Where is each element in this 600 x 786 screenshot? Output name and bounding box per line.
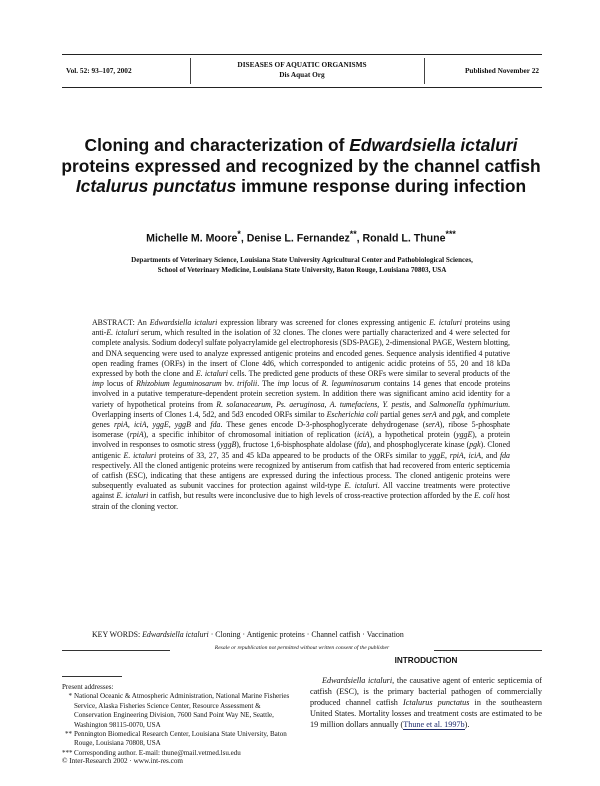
abstract-italic: Rhizobium leguminosarum: [136, 379, 222, 389]
footnote-rule: [62, 676, 122, 677]
abstract-text: bv.: [221, 379, 238, 389]
footnote: [62, 692, 294, 730]
abstract-text: in catfish, but results were inconclusive due to high levels of cross-reactive protection afforded by the: [148, 491, 475, 501]
abstract-italic: fda: [499, 450, 510, 460]
author-footnote-mark: ***: [445, 229, 456, 239]
abstract-text: ), a hypothetical protein (: [369, 430, 457, 440]
abstract-italic: E. ictaluri: [344, 481, 378, 491]
abstract-text: proteins of 33, 27, 35 and 45 kDa appeared to be products of the ORFs similar to: [156, 450, 429, 460]
body-text: , the causative agent of enteric septicemia of catfish (ESC), is the primary bacterial pathogen of commercially produced channel catfish: [310, 676, 542, 708]
abstract-italic: E. ictaluri: [116, 491, 149, 501]
keywords-label: KEY WORDS:: [92, 630, 143, 639]
paragraph: [310, 675, 542, 730]
abstract-text: ), a protein involved in responses to osmotic stress (: [92, 430, 511, 450]
body-text: ).: [464, 720, 470, 730]
abstract-text: locus of: [103, 379, 137, 389]
author-footnote-mark: **: [349, 229, 357, 239]
abstract-italic: Salmonella typhimurium: [429, 399, 509, 409]
abstract-italic: rpiA: [129, 430, 144, 440]
abstract-text: and: [190, 420, 211, 430]
abstract-text: , and complete genes: [92, 409, 511, 430]
keywords: [92, 630, 512, 639]
copyright-footer: © Inter-Research 2002 · www.int-res.com: [62, 757, 184, 765]
abstract-italic: trifolii: [237, 379, 258, 389]
author-separator: ,: [240, 232, 247, 245]
footnote-text: Pennington Biomedical Research Center, Louisiana State University, Baton Rouge, Louisiana 70808, USA: [74, 730, 287, 748]
abstract-text: ), and phosphoglycerate kinase (: [366, 440, 470, 450]
abstract-text: An: [137, 318, 150, 327]
abstract-text: cells. The predicted gene products of these ORFs were similar to several products of the: [227, 369, 510, 379]
abstract-text: respectively. All the cloned antigenic proteins were recognized by antiserum from catfish that had recovered from enteric septicemia of catfish (ESC), indicating that these antigens are expressed during the infectious process. The cloned antigenic proteins were subsequently evaluated as subunit vaccines for protection against wild-type: [92, 460, 510, 491]
footnote-mark: ***: [62, 748, 73, 757]
abstract-italic: Escherichia coli: [326, 409, 379, 419]
volume-info: Vol. 52: 93–107, 2002: [66, 66, 132, 75]
abstract-text: ), fructose 1,6-bisphosphate aldolase (: [236, 440, 357, 450]
affiliation-line: Departments of Veterinary Science, Louisiana State University Agricultural Center and Pathobiological Sciences,: [131, 256, 473, 264]
title-text: Cloning and characterization of: [84, 135, 350, 155]
abstract-italic: serA: [425, 420, 440, 430]
footnote-mark: **: [64, 730, 72, 739]
footnote-text: Corresponding author. E-mail: thune@mail.vetmed.lsu.edu: [74, 748, 241, 757]
footnote-mark: *: [68, 692, 72, 701]
abstract-text: ). Cloned antigenic: [92, 440, 510, 460]
introduction-heading: INTRODUCTION: [394, 656, 458, 665]
footnote: [62, 730, 294, 749]
abstract-italic: E. ictaluri: [123, 450, 157, 460]
abstract-text: serum, which resulted in the isolation of 32 clones. The clones were partially characterized and 4 were selected for complete analysis. Sodium dodecyl sulfate polyacrylamide gel electrophoresis (SDS-PAGE), 2-dimensional PAGE, Western blotting, and DNA sequencing were used to analyze expressed antigenic proteins and encoded genes. Sequence analysis identified 4 putative open reading frames (ORFs) in the insert of Clone 4d6, which corresponded to antigenic acidic proteins of 55, 20 and 18 kDa expressed by both the clone and: [92, 328, 510, 379]
paper-title: [60, 135, 542, 197]
keyword-list: · Cloning · Antigenic proteins · Channel catfish · Vaccination: [208, 630, 404, 639]
present-addresses: [62, 682, 294, 758]
abstract-text: partial genes: [378, 409, 423, 419]
author-separator: ,: [356, 232, 363, 245]
citation-link[interactable]: Thune et al. 1997b: [403, 720, 465, 730]
abstract-italic: Edwardsiella ictaluri: [149, 318, 218, 327]
introduction-body: [310, 675, 542, 730]
journal-name: DISEASES OF AQUATIC ORGANISMS: [237, 60, 367, 69]
author-name: Denise L. Fernandez: [246, 232, 350, 245]
present-addresses-heading: Present addresses:: [62, 683, 114, 691]
abstract-italic: serA: [422, 409, 437, 419]
abstract-text: . Overlapping inserts of Clones 1.4, 5d2, and 5d3 encoded ORFs similar to: [92, 399, 510, 419]
abstract-text: . These genes encode D-3-phosphoglycerate dehydrogenase (: [220, 420, 426, 430]
abstract-italic: fda: [356, 440, 367, 450]
abstract-italic: E. ictaluri: [195, 369, 228, 379]
title-species: Edwardsiella ictaluri: [349, 135, 518, 155]
abstract-text: expression library was screened for clones expressing antigenic: [217, 318, 430, 327]
author-list: [60, 229, 542, 245]
header-divider: [424, 58, 425, 84]
abstract-italic: fda: [210, 420, 221, 430]
footnote-text: National Oceanic & Atmospheric Administration, National Marine Fisheries Service, Alaska Fisheries Science Center, Resource Assessment & Conservation Engineering Division, 7600 Sand Point Way NE, Seattle, Washington 98115-0070, USA: [74, 692, 290, 729]
author-name: Ronald L. Thune: [362, 232, 446, 245]
abstract-text: . The: [257, 379, 278, 389]
abstract-italic: iciA: [356, 430, 370, 440]
abstract-italic: E. coli: [474, 491, 495, 501]
journal-header: [62, 54, 542, 88]
abstract-text: and: [436, 409, 453, 419]
abstract-text: proteins using anti-: [92, 318, 510, 338]
publication-date: Published November 22: [464, 66, 539, 75]
abstract: [92, 318, 510, 512]
abstract-italic: yggB: [220, 440, 237, 450]
affiliation: [64, 255, 540, 275]
body-text: in the southeastern United States. Mortality losses and treatment costs are estimated to be 19 million dollars annually (: [310, 698, 542, 730]
abstract-italic: yggE, rpiA, iciA: [428, 450, 482, 460]
author-footnote-mark: *: [237, 229, 241, 239]
species-name: Edwardsiella ictaluri: [322, 676, 393, 685]
abstract-text: contains 14 genes that encode proteins involved in a putative temperature-dependent protein secretion system. In addition there was significant amino acid identity for a variety of hypothetical proteins from: [92, 379, 511, 409]
abstract-italic: R. solanacearum, Ps. aeruginosa, A. tumefaciens, Y. pestis,: [216, 399, 412, 409]
abstract-italic: imp: [92, 379, 104, 389]
abstract-italic: pgk: [469, 440, 481, 450]
title-species: Ictalurus punctatus: [75, 176, 237, 196]
abstract-text: and: [411, 399, 430, 409]
abstract-text: ), a specific inhibitor of chromosomal initiation of replication (: [143, 430, 357, 440]
abstract-italic: imp: [277, 379, 290, 389]
abstract-text: host strain of the cloning vector.: [92, 491, 510, 511]
abstract-italic: yggE: [456, 430, 473, 440]
affiliation-line: School of Veterinary Medicine, Louisiana State University, Baton Rouge, Louisiana 70803, USA: [157, 266, 447, 274]
abstract-italic: E. ictaluri: [106, 328, 139, 338]
abstract-label: ABSTRACT:: [92, 318, 138, 327]
resale-notice: [62, 646, 542, 654]
title-text: proteins expressed and recognized by the channel catfish: [61, 155, 541, 176]
journal-abbrev: Dis Aquat Org: [279, 69, 325, 79]
species-name: Ictalurus punctatus: [402, 698, 470, 708]
divider: [434, 650, 542, 651]
title-text: immune response during infection: [236, 176, 527, 196]
abstract-italic: R. leguminosarum: [321, 379, 381, 389]
abstract-italic: rpiA, iciA, yggE, yggB: [113, 420, 191, 430]
abstract-italic: E. ictaluri: [429, 318, 462, 327]
author-name: Michelle M. Moore: [146, 232, 238, 245]
abstract-text: ), ribose 5-phosphate isomerase (: [92, 420, 510, 440]
resale-notice-text: Resale or republication not permitted without written consent of the publisher: [214, 645, 390, 651]
abstract-italic: pgk: [452, 409, 464, 419]
abstract-text: locus of: [289, 379, 322, 389]
keyword: Edwardsiella ictaluri: [142, 630, 209, 639]
abstract-text: , and: [481, 450, 500, 460]
abstract-text: . All vaccine treatments were protective against: [92, 481, 511, 501]
